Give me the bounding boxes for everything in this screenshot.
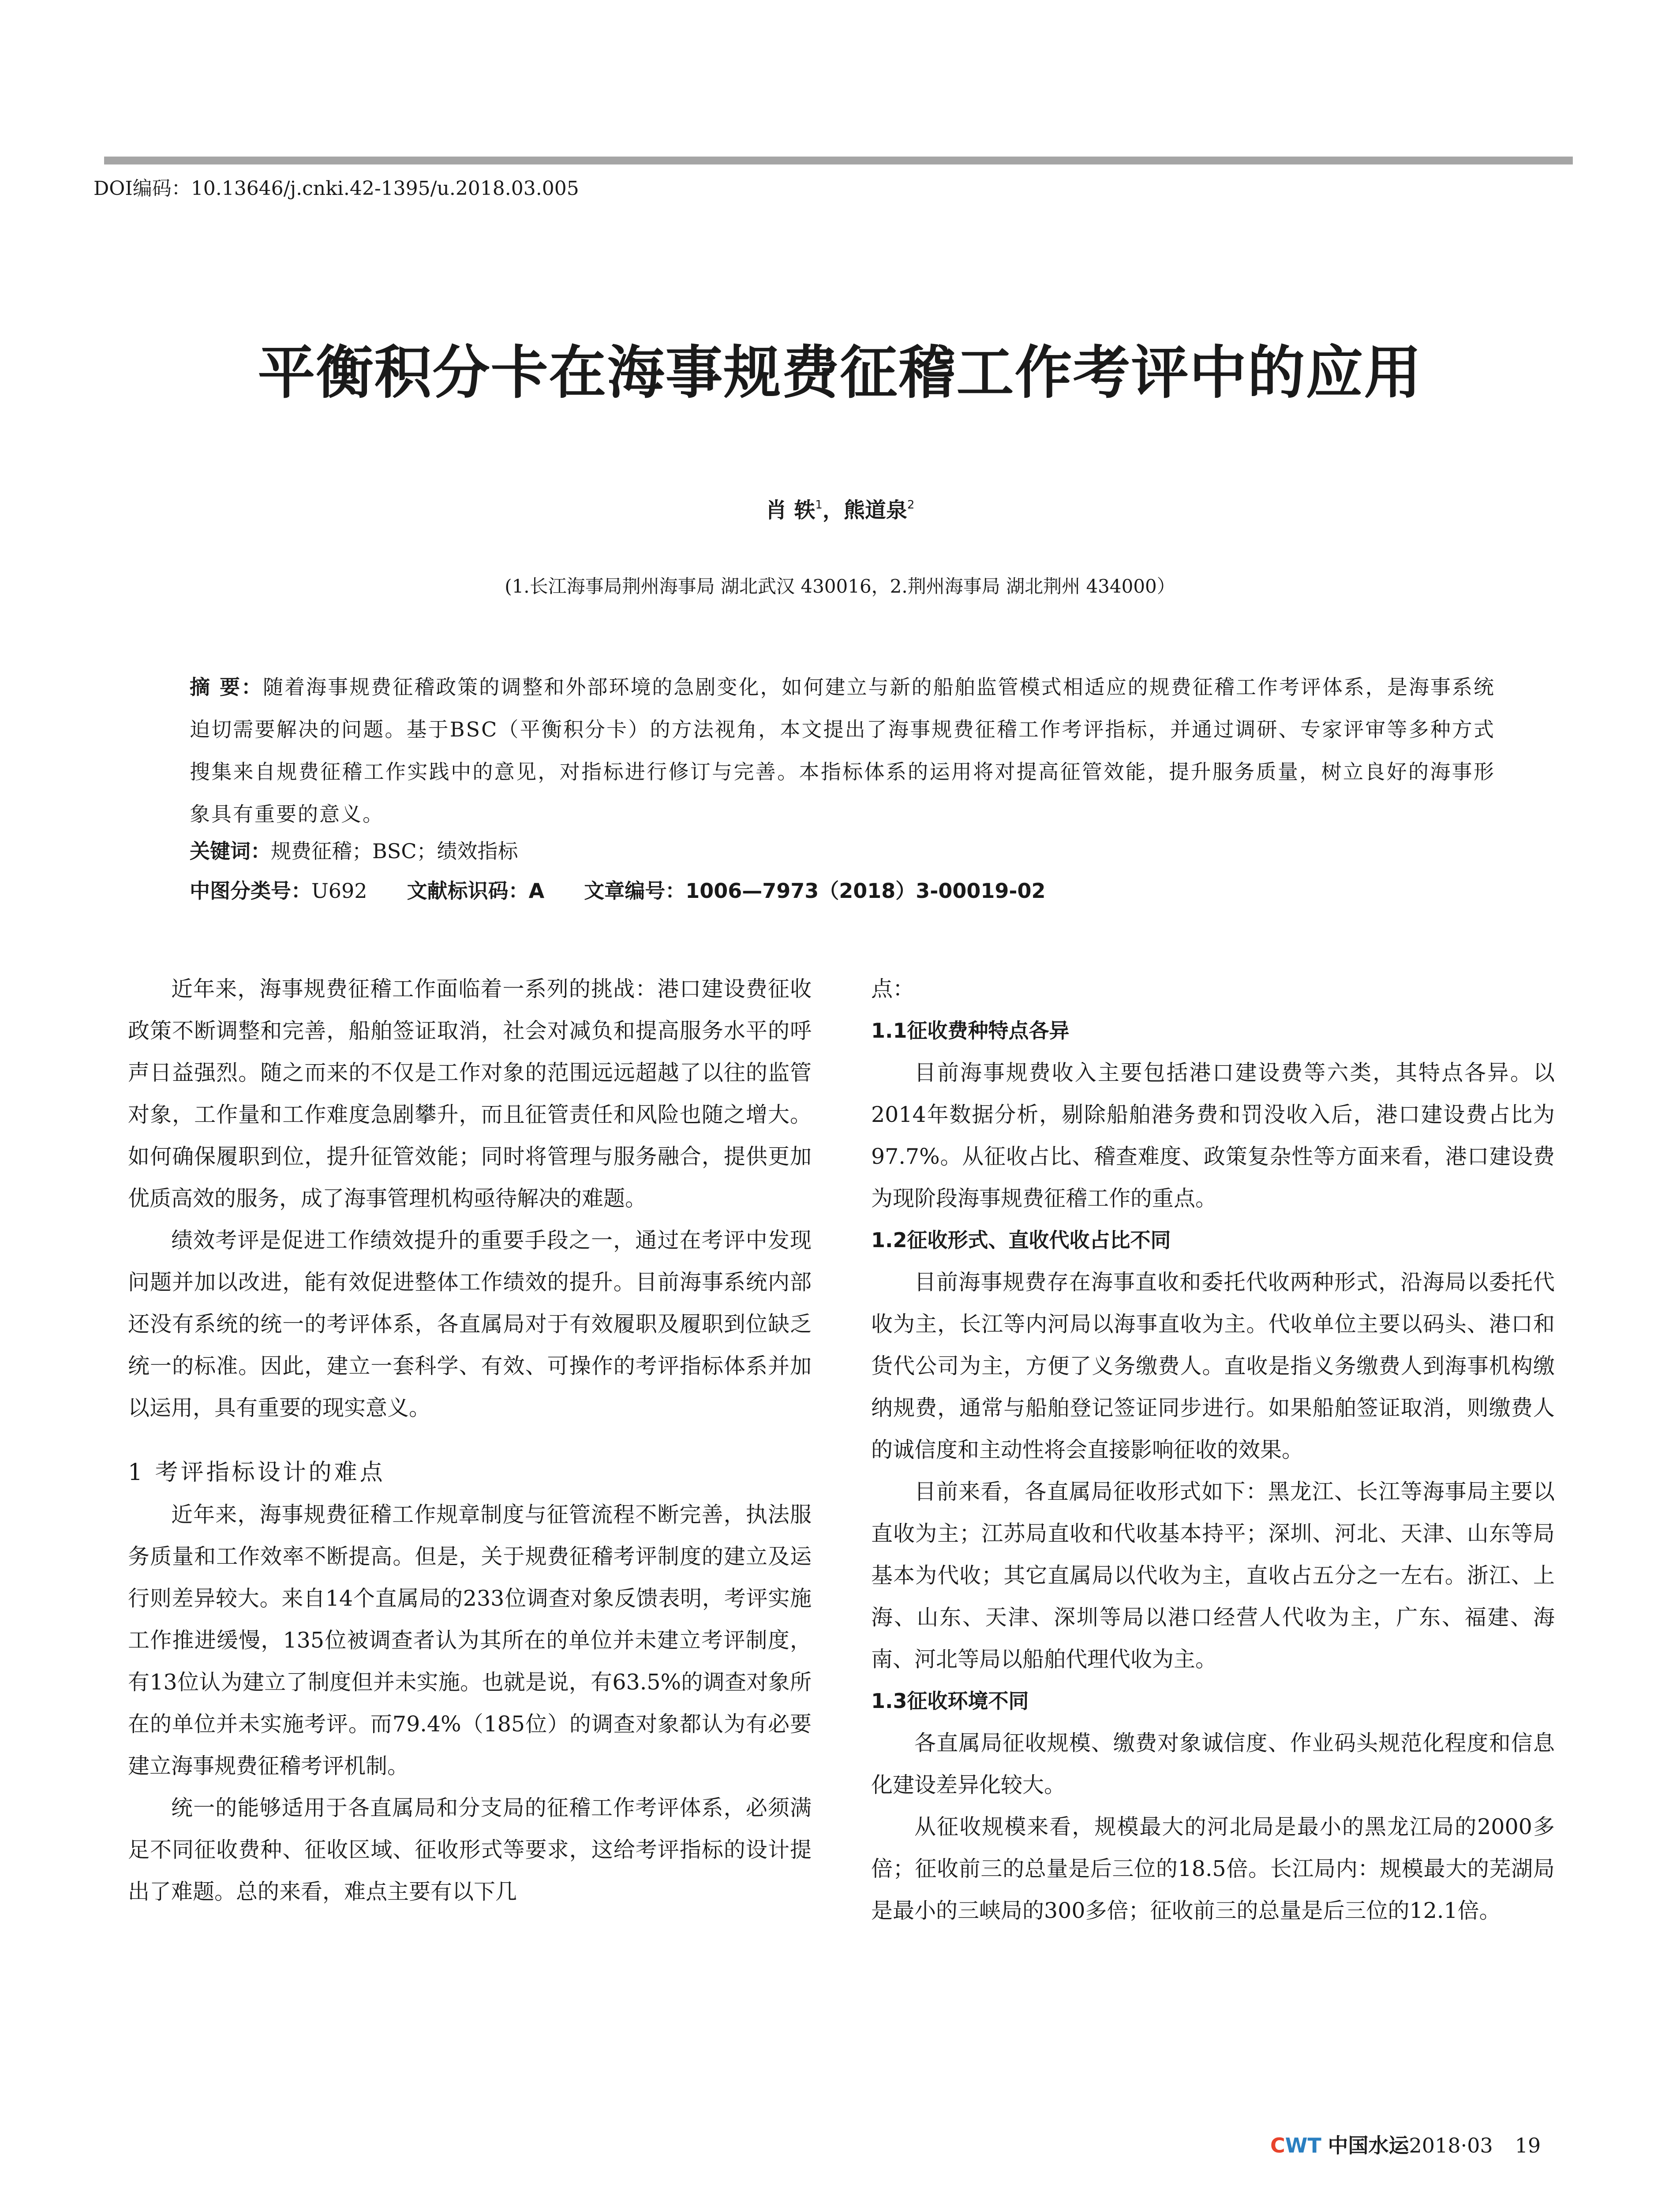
paragraph: 绩效考评是促进工作绩效提升的重要手段之一，通过在考评中发现问题并加以改进，能有效促进整体工作绩效的提升。目前海事系统内部还没有系统的统一的考评体系，各直属局对于有效履职及履职到位缺乏统一的标准。因此，建立一套科学、有效、可操作的考评指标体系并加以运用，具有重要的现实意义。 [128,1228,812,1420]
section-heading-1-2: 1.2征收形式、直收代收占比不同 [871,1228,1171,1252]
doi-line: DOI编码：10.13646/j.cnki.42-1395/u.2018.03.005 [94,177,579,200]
issue-label: 2018·03 [1409,2134,1493,2157]
journal-logo-cwt: CWT [1270,2134,1321,2157]
author-2: 熊道泉 [843,498,907,523]
page-footer [1270,2130,1541,2161]
journal-name: 中国水运 [1328,2134,1409,2157]
body-column-left [128,968,812,1913]
affiliation-line: (1.长江海事局荆州海事局 湖北武汉 430016，2.荆州海事局 湖北荆州 434000） [505,576,1175,597]
abstract-text: 随着海事规费征稽政策的调整和外部环境的急剧变化，如何建立与新的船舶监管模式相适应的规费征稽工作考评体系，是海事系统迫切需要解决的问题。基于BSC（平衡积分卡）的方法视角，本文提出了海事规费征稽工作考评指标，并通过调研、专家评审等多种方式搜集来自规费征稽工作实践中的意见，对指标进行修订与完善。本指标体系的运用将对提高征管效能，提升服务质量，树立良好的海事形象具有重要的意义。 [190,675,1496,826]
author-2-affil-mark: 2 [907,498,915,512]
page-title: 平衡积分卡在海事规费征稽工作考评中的应用 [258,339,1422,406]
article-number-value: 1006—7973（2018）3-00019-02 [685,879,1046,903]
section-heading-1: 1 考评指标设计的难点 [128,1459,385,1486]
clc-label: 中图分类号： [190,879,311,903]
top-rule [104,157,1573,164]
author-line [0,490,1680,526]
classification-line [190,875,1495,906]
keywords-text: 规费征稽；BSC；绩效指标 [271,839,518,863]
clc-value: U692 [311,879,367,903]
paragraph: 目前来看，各直属局征收形式如下：黑龙江、长江等海事局主要以直收为主；江苏局直收和代收基本持平；深圳、河北、天津、山东等局基本为代收；其它直属局以代收为主，直收占五分之一左右。浙江、上海、山东、天津、深圳等局以港口经营人代收为主，广东、福建、海南、河北等局以船舶代理代收为主。 [871,1479,1555,1672]
paragraph: 近年来，海事规费征稽工作规章制度与征管流程不断完善，执法服务质量和工作效率不断提高。但是，关于规费征稽考评制度的建立及运行则差异较大。来自14个直属局的233位调查对象反馈表明，考评实施工作推进缓慢，135位被调查者认为其所在的单位并未建立考评制度，有13位认为建立了制度但并未实施。也就是说，有63.5%的调查对象所在的单位并未实施考评。而79.4%（185位）的调查对象都认为有必要建立海事规费征稽考评机制。 [128,1502,812,1779]
paragraph: 近年来，海事规费征稽工作面临着一系列的挑战：港口建设费征收政策不断调整和完善，船舶签证取消，社会对减负和提高服务水平的呼声日益强烈。随之而来的不仅是工作对象的范围远远超越了以往的监管对象，工作量和工作难度急剧攀升，而且征管责任和风险也随之增大。如何确保履职到位，提升征管效能；同时将管理与服务融合，提供更加优质高效的服务，成了海事管理机构亟待解决的难题。 [128,976,812,1211]
paragraph-continuation: 点： [871,976,915,1002]
paragraph: 统一的能够适用于各直属局和分支局的征稽工作考评体系，必须满足不同征收费种、征收区域、征收形式等要求，这给考评指标的设计提出了难题。总的来看，难点主要有以下几 [128,1795,812,1904]
paragraph: 目前海事规费存在海事直收和委托代收两种形式，沿海局以委托代收为主，长江等内河局以海事直收为主。代收单位主要以码头、港口和货代公司为主，方便了义务缴费人。直收是指义务缴费人到海事机构缴纳规费，通常与船舶登记签证同步进行。如果船舶签证取消，则缴费人的诚信度和主动性将会直接影响征收的效果。 [871,1270,1555,1462]
doc-code-label: 文献标识码： [407,879,529,903]
author-1: 肖 轶 [765,498,816,523]
section-heading-1-3: 1.3征收环境不同 [871,1689,1029,1713]
doc-code-value: A [528,879,545,903]
keywords-line [190,836,1495,867]
page-number: 19 [1515,2134,1541,2157]
body-column-right [871,968,1555,1932]
author-1-affil-mark: 1 [815,498,823,512]
author-separator: ， [822,498,844,523]
paragraph: 从征收规模来看，规模最大的河北局是最小的黑龙江局的2000多倍；征收前三的总量是后三位的18.5倍。长江局内：规模最大的芜湖局是最小的三峡局的300多倍；征收前三的总量是后三位的12.1倍。 [871,1814,1555,1923]
paragraph: 目前海事规费收入主要包括港口建设费等六类，其特点各异。以2014年数据分析，剔除船舶港务费和罚没收入后，港口建设费占比为97.7%。从征收占比、稽查难度、政策复杂性等方面来看，港口建设费为现阶段海事规费征稽工作的重点。 [871,1060,1555,1211]
section-heading-1-1: 1.1征收费种特点各异 [871,1019,1070,1043]
article-number-label: 文章编号： [584,879,686,903]
keywords-label: 关键词： [190,839,271,863]
abstract-label: 摘 要： [190,675,263,699]
abstract-block [190,666,1495,835]
paragraph: 各直属局征收规模、缴费对象诚信度、作业码头规范化程度和信息化建设差异化较大。 [871,1730,1555,1798]
